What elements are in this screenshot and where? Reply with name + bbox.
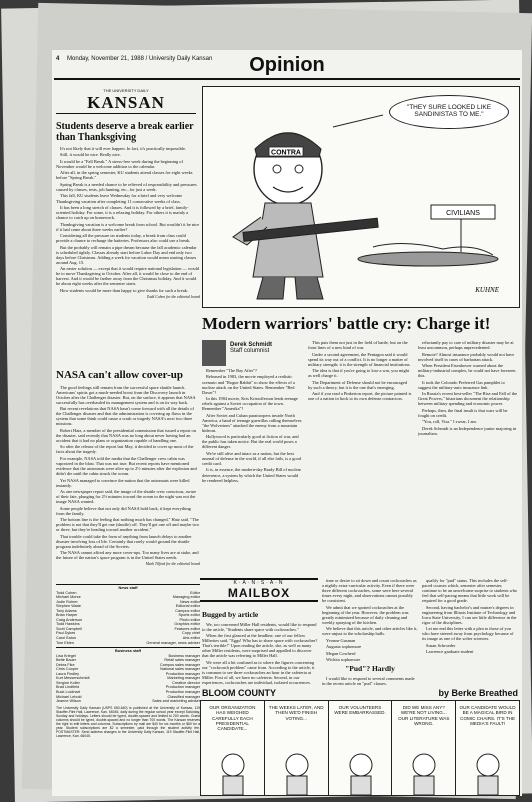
paragraph: Remember "The Bay After"? [206,368,258,373]
staff-name: Michael Lebold [56,694,82,699]
paragraph: It took the Colorado Preferred Gas pamphlet to suggest the military-auto insurance link. [418,379,505,390]
staff-title: News editor [179,599,200,604]
mailbox-logo [200,578,318,602]
business-staff-list [56,654,200,704]
paragraph: The NASA cannot afford any more cover-ups. Too many lives are at stake, and the future of the nation's space program is in the United States needs. [56,550,199,561]
staff-name: Laura Findley [56,671,80,676]
paragraph: Spring Break is a needed chance to be relieved of responsibility and pressures caused by classes, tests, job hunting, etc., for just a week. [56,181,197,192]
paragraph: It would be a "Fall Break." A stress-free week during the beginning of November would be a welcome addition to the calendar. [56,158,183,169]
news-staff-title: News staff [56,584,200,591]
letter-title: "Pud"? Hardly [345,664,395,674]
staff-name: Todd Cohen [56,590,77,595]
paragraph: Still, it would be nice. Really nice. [60,152,121,158]
staff-name: Chris Cooper [56,667,79,672]
paragraph: reluctantly pay to care of military disaster may be at least uncommon, perhaps unprecedented. [418,340,514,351]
staff-title: Campus sales manager [159,662,200,667]
mailbox-kicker: K·A·N·S·A·N [233,580,285,586]
paragraph: The idea is that if you're going to lose a war, you might as well charge it. [308,368,410,379]
staff-name: Tony Adams [56,608,77,613]
staff-name: Sergine Koller [56,680,80,685]
newspaper-page [52,50,522,796]
staff-name: Brian Harper [56,613,78,618]
staff-title: Classified manager [167,694,200,699]
page-number: 4 [56,56,60,62]
staff-name: Carol Eaton [56,636,77,641]
masthead-name: KANSAN [87,93,165,112]
staff-title: Creative director [172,680,200,685]
paragraph: The bottom line is the feeling that nothing much has changed," Hatz said. "The problem is not that they'll get one (shuttle) off. They'll get one off and maybe two or three, but they're heading toward another accident." [56,517,200,533]
paragraph: Hollywood is particularly good at fiction of war, and the public has taken notice. But the real world poses a different danger. [202,434,299,450]
paragraph: For example, NASA told the media that the Challenger crew cabin was vaporized in the blast. That was not true. But recent reports have mentioned evidence that the astronauts were alive up to 2½ minutes after the explosion and didn't die until the cabin struck the ocean. [56,455,197,477]
comic-panel [456,701,519,795]
header-rule [54,78,520,80]
staff-name: Stephen Wade [56,604,81,609]
editorial-signature: Mark Tilford for the editorial board [145,562,200,567]
paragraph: time or desire to sit down and count cockroaches as a nightly extra-curricular activity. Even if there were three different cockroaches, some were here several times every night, and observations cannot possibly be consistent. [322,578,417,604]
paragraph: So after the release of the report last May, it decided to cover up most of the facts about the tragedy. [56,444,194,455]
paragraph: After all, in the spring semester, KU students attend classes for eight weeks before "Spring Break." [56,170,193,181]
paragraph: When the first glanced at the headline, one of our fellow Millerites said, "Eggs! Who has to share space with cockroaches? That's terrible!" Upon reading the article, she, as well as many other Miller residents, were surprised and appalled to discover that the article was referring to Miller Hall. [202,633,318,659]
staff-title: National sales manager [160,667,200,672]
paragraph: It has been a long stretch of classes. And it is followed by a brief, family-oriented holiday. For some, it is a relaxing holiday. For others it is mainly a chance to catch up on homework. [56,204,189,221]
column-text-3 [418,340,518,573]
paragraph: Augusta sophomore [326,644,362,650]
staff-title: Production manager [165,671,200,676]
mailbox-title: MAILBOX [227,586,291,600]
paragraph: But recent revelations that NASA hasn't come forward with all the details of the Challenger disaster and that the administration is covering up flaws in the system that some think could cause a crash or tragedy NASA's next two three missions. [56,406,194,427]
staff-name: Michael Morse [56,595,81,600]
staff-title: Production manager [165,685,200,690]
comic-panel [329,701,393,795]
column-text-1 [202,368,302,573]
editorial-nasa [56,370,200,580]
comic-caption: DID WE MISS ANY? WE'RE NOT LIVING... OUR LITERATURE WAS WRONG. [398,705,450,726]
staff-box [56,582,200,738]
business-staff-title: Business staff [56,647,200,654]
paragraph: Derek Schmidt is an Independence junior majoring in journalism. [418,425,517,436]
cartoon-speech-bubble: "THEY SURE LOOKED LIKE SANDINISTAS TO ME." [389,95,509,129]
paragraph: Yvonne Gusman [326,637,356,643]
paragraph: Let me end this letter with a plea to those of you who have steered away from psychology because of its image as one of the softer sciences. [422,626,514,642]
column-text-2 [308,340,412,573]
paragraph: We, too concerned Miller Hall residents, would like to respond to the article, "Students share space with cockroaches." [202,621,317,632]
editorial-body [56,146,200,293]
paragraph: We believe that this article, and other articles like it, were unjust to the scholarship halls. [322,626,418,637]
comic-caption: OUR ORGANIZATION HAS WEIGHED CAREFULLY EACH PRESIDENTIAL CANDIDATE... [209,705,256,732]
date-line: Monday, November 21, 1988 / University Daily Kansan [67,56,213,62]
section-title: Opinion [249,54,325,76]
paragraph: Susan Schroeder [426,642,456,648]
paragraph: We admit that we spotted cockroaches at the beginning of the year. However, the problem was greatly minimized because of daily cleaning and weekly spraying of the kitchen. [322,604,409,625]
staff-name: Craig Anderson [56,617,83,622]
paragraph: We were all a bit confused as to where the figures concerning our "cockroach problem" came from. According to the article, it is common to see three cockroaches an hour in the cafeteria at Miller. First of all, we have no cafeteria. Second, in our experiences, cockroaches are individual, isolated occurrences. [202,659,315,686]
comic-panel [392,701,456,795]
comic-panel [201,701,265,795]
civilians-sign: CIVILIANS [446,210,480,217]
staff-title: Graphics editor [174,622,200,627]
paragraph: Remote? Almost insurance probably would not have involved itself in cases of barbarian attack. [418,351,515,362]
staff-name: Tom Eblen [56,640,74,645]
paragraph: qualify for "pud" status. This includes the self-paced courses which, semester after semester, continue to be an unwelcome surprise to students who feel that self-pacing means that little work will be required for a good grade. [422,578,518,604]
news-staff-list [56,591,200,646]
paragraph: Megan Cowherd [326,650,356,656]
paragraph: After Soviet and Cuban paratroopers invade North America, a band of teenage guerrillas calling themselves "the Wolverines" attacked the enemy from a mountain hideout. [202,412,302,433]
paragraph: Yet NASA managed to convince the nation that the astronauts were killed instantly. [56,477,190,488]
paragraph: It's not likely that it will ever happen. In fact, it's practically impossible. [60,146,187,151]
paragraph: Some people believe that not only did NASA hold back, it kept everything from the family. [56,505,191,516]
paragraph: Perhaps, then, the final insult is that wars will be fought on credit. [418,407,508,418]
staff-name: Jeanne Wilson [56,699,81,704]
staff-name: Bette Bauer [56,658,77,663]
editorial-signature: Todd Cohen for the editorial board [146,294,200,299]
letter-pud-continued [422,578,518,686]
paragraph: As one newspaper report said, the image of the shuttle crew conscious, aware of their fate, plunging for 2½ minutes toward the ocean in the night was not the image NASA wanted. [56,489,197,505]
comic-title: BLOOM COUNTY [202,688,276,698]
paragraph: Second, having bachelor's and master's degrees in engineering from Illinois Institute of Technology and Iowa State University, I can see little difference in the rigor of the disciplines. [422,604,517,625]
cartoonist-signature: KUHNE [475,286,499,294]
paragraph: And if you read a Pinkerton report, the picture painted is one of a nation in hock to its own defense contractors. [308,391,412,402]
byline [230,342,272,354]
staff-row [56,699,200,704]
staff-title: Campus editor [175,608,200,613]
paragraph: When President Eisenhower warned about the military-industrial complex, he could not have foreseen this. [418,363,516,379]
comic-caption: OUR VOLUNTEERS WERE EMBARRASSED. [334,705,386,716]
editorial-cartoon [202,86,520,308]
staff-name: Scott Campbell [56,626,82,631]
editorial-body [56,385,200,561]
paragraph: Considering all the pressure on students today, a break from class could provide a chance to recharge the batteries. Professors also could use a break. [56,233,191,244]
paragraph: How students would be more than happy to give thanks for such a break. [60,287,189,293]
paragraph: We're still alive and intact as a nation, but the best arsenal of defense in the world, if all else fails, is a good credit card. [202,450,302,467]
letter-title: Bugged by article [202,610,259,619]
staff-title: Production manager [165,690,200,695]
comic-caption: OUR CANDIDATE WOULD BE A MAGICAL BIRD IN COMIC CHAIRS. IT'S THE MEDIA'S FAULT! [459,705,516,726]
paragraph: That trouble could take the form of anything from launch delays to another disaster involving loss of life. Certainly that rarely would ground the shuttle program indefinitely ahead of the Soviets. [56,533,192,549]
staff-title: Marketing manager [167,676,200,681]
paragraph: The Department of Defense should not be encouraged by such a theory, but it is the one that's emerging. [308,379,407,390]
paragraph: Robert Hatz, a member of the presidential commission that issued a report on the disaster, said recently that NASA was no long about never having had an accident that it had no plans or organization capable of handling one. [56,427,196,443]
staff-name: Lisa Kriegel [56,653,76,658]
paragraph: "You, roll, Visa." I swear, I am. [422,419,477,425]
paragraph: An easier solution — except that it would require national legislation — would be to move Thanksgiving to October. After all, it would be close to the end of harvest. And it would be farther away from the Christmas holiday. And it would be about eight weeks after the semester starts. [56,266,200,287]
masthead-kicker: THE UNIVERSITY DAILY [103,88,149,93]
staff-title: Features editor [174,626,200,631]
staff-title: Sales and marketing adviser [152,699,200,704]
staff-title: Sports editor [178,613,200,618]
comic-panel [265,701,329,795]
staff-name: Jodie Rohrer [56,599,78,604]
staff-name: Buck Lockhart [56,690,81,695]
comic-caption: THE WEEKS LATER, AND THEN WE'D FINISH VOTING... [268,705,324,721]
staff-name: Paul Dykes [56,631,76,636]
staff-name: Debra Fike [56,662,75,667]
paragraph: Released in 1983, the movie employed a realistic scenario and "Rogue Rabbit" to show the effects of a nuclear attack on the United States. Remember "Red Dawn"? [202,374,295,395]
fine-print: The University Daily Kansan (USPS 650-640) is published at the University of Kansas, 119 Stauffer-Flint Hall, Lawrence, Kan. 66045, daily during the regular school year except Saturday, Sunday and holidays. Letters should be typed, double-spaced and limited to 200 words. Guest columns should be typed, double-spaced and no longer than 700 words. The Kansan reserves the right to edit letters and columns. Subscriptions by mail are $40 for six months or $60 for a year. Student subscriptions are $2 a semester, paid through the student activity fee. POSTMASTER: Send address changes to the University Daily Kansan, 119 Stauffer-Flint Hall, Lawrence, Kan. 66045. [56,705,200,739]
paragraph: I would like to respond to several comments made in the recent article on "pud" classes. [322,675,415,686]
comic-strip [200,700,520,796]
paragraph: In Russia's recent best-seller "The Rise and Fall of the Great Powers," historians document the relationship between military spending and economic power. [418,391,518,407]
staff-title: Photo editor [179,617,200,622]
paragraph: Wichita sophomore [326,657,361,663]
paragraph: But the probably will remain a pipe dream because the fall academic calendar is scheduled tightly. Classes already start before Labor Day and end only two days before Christmas. Adding a week for vacation would mean starting classes around Aug. 15. [56,244,197,265]
paragraph: Under a second agreement, the Pentagon said it would spend its way out of a conflict. It is no longer a matter of military strength; it is the strength of financial institutions. [308,351,411,367]
paragraph: Thanksgiving vacation is a welcome break from school. But wouldn't it be nice if it had come about three weeks earlier? [56,221,200,232]
author-photo [202,340,226,366]
staff-name: Brad Lindfield [56,685,80,690]
editorial-headline: NASA can't allow cover-up [56,370,184,381]
staff-title: Copy chief [182,631,200,636]
staff-name: Todd Hawkins [56,622,80,627]
cap-text: CONTRA [271,149,301,157]
staff-title: Retail sales manager [164,658,200,663]
paragraph: It is, in essence, the modern-day Brady Bill of nuclear deterrence, a system by which the United States would be rendered helpless. [202,467,301,483]
paragraph: Lawrence graduate student [426,649,474,655]
paragraph: This puts them not just in the field of battle, but on the front lines of a new kind of war. [308,340,408,351]
staff-row [56,641,200,646]
author-name: Derek Schmidt [230,342,273,348]
staff-title: Editorial editor [175,604,200,609]
column-headline: Modern warriors' battle cry: Charge it! [202,314,491,333]
comic-credit: by Berke Breathed [438,688,518,698]
staff-title: Business manager [168,653,200,658]
letter-bugged-continued [322,578,418,686]
paragraph: The good feelings still remain from the successful space shuttle launch. Americans' spirits got a much-needed boost from the Discovery launch in October after the Challenger disaster. But, on the surface, it appears that NASA successfully has overhauled its management system and is on its way back. [56,384,196,405]
staff-title: General manager, news adviser [146,640,200,645]
editorial-thanksgiving [56,122,200,367]
staff-title: Managing editor [172,595,200,600]
staff-title: Arts editor [182,636,200,641]
editorial-headline: Students deserve a break earlier than Thanksgiving [56,122,194,143]
staff-name: Kurt Messerschmidt [56,676,90,681]
paragraph: This fall, KU students leave Wednesday for a brief and very welcome Thanksgiving vacation after completing 11 consecutive weeks of class. [56,193,183,204]
letter-bugged [202,608,318,686]
masthead [56,88,196,114]
staff-title: Editor [190,590,200,595]
author-role: Staff columnist [230,348,270,354]
paragraph: In this 1984 movie, Kris Kristofferson leads teenage rebels against a Soviet occupation of the town. Remember "Amerika"? [202,396,298,412]
